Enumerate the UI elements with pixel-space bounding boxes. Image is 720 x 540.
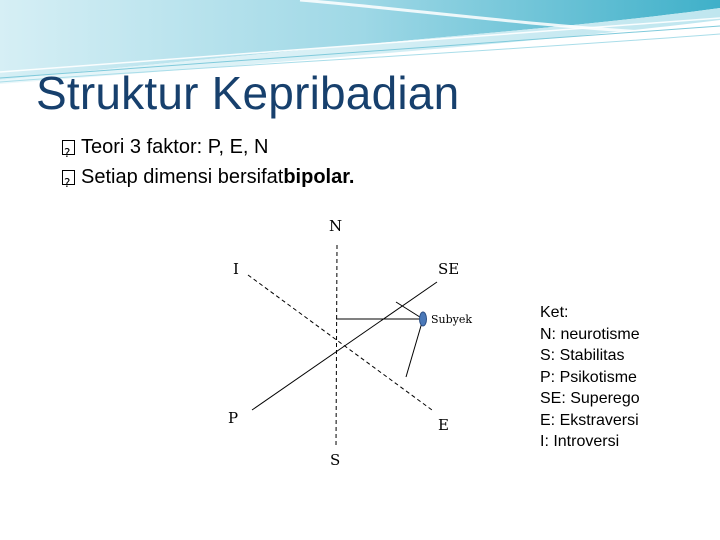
label-i: I [233, 260, 239, 278]
subject-marker [420, 312, 427, 326]
label-se: SE [438, 260, 460, 278]
label-subject: Subyek [431, 313, 473, 326]
bullet-text: Setiap dimensi bersifat [81, 166, 284, 188]
legend-item: N: neurotisme [540, 325, 640, 343]
legend [540, 302, 640, 453]
bullet-text: Teori 3 faktor: P, E, N [81, 136, 269, 158]
axis-n-s [336, 245, 337, 447]
legend-item: E: Ekstraversi [540, 411, 639, 429]
legend-item: P: Psikotisme [540, 368, 637, 386]
bullet-bold-text: bipolar. [283, 166, 355, 188]
label-p: P [228, 409, 239, 427]
projection-to-e [406, 319, 423, 377]
label-e: E [438, 416, 449, 434]
legend-item: I: Introversi [540, 433, 620, 450]
legend-item: S: Stabilitas [540, 347, 625, 364]
legend-item: SE: Superego [540, 390, 640, 407]
label-s: S [330, 451, 341, 469]
legend-heading: Ket: [540, 304, 569, 321]
projection-to-se [396, 302, 423, 319]
page-title: Struktur Kepribadian [36, 67, 460, 119]
axis-i-e [248, 275, 432, 410]
axis-se-p [252, 282, 437, 410]
label-n: N [329, 217, 343, 235]
